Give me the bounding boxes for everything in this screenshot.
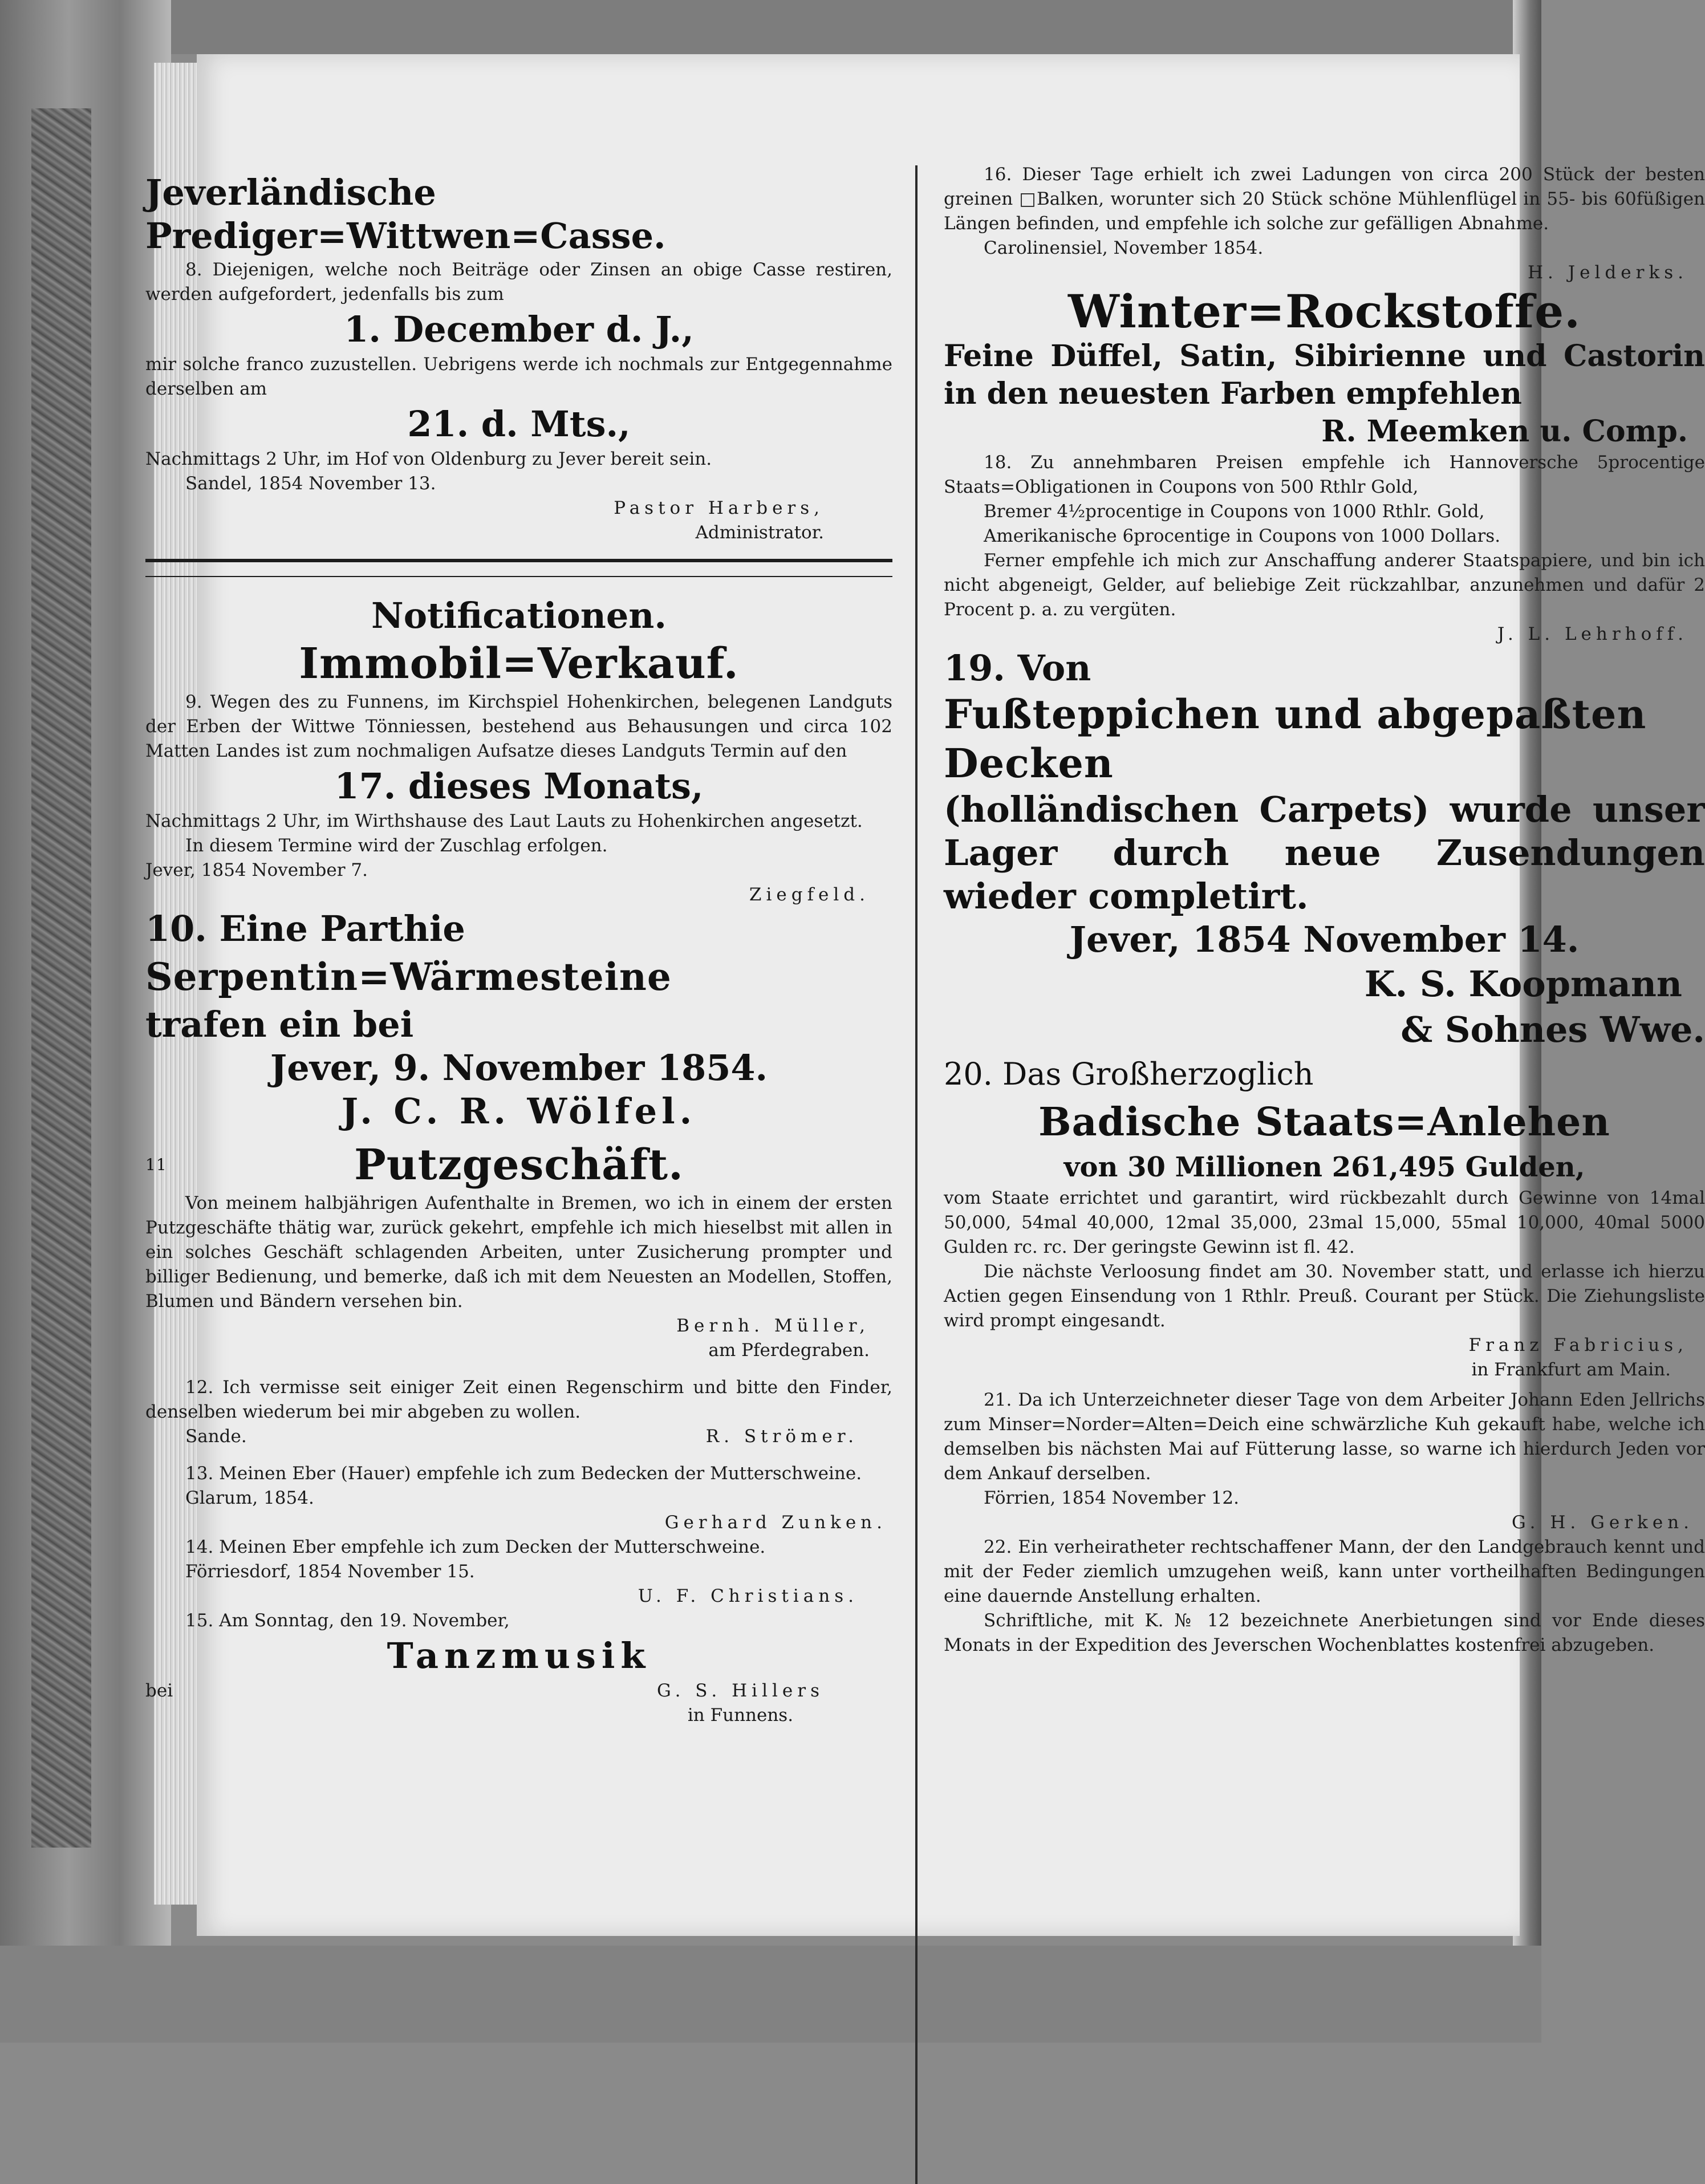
notice-place-date: Sandel, 1854 November 13. — [185, 473, 436, 494]
spacer — [145, 1363, 892, 1375]
notice-signature-row — [145, 1679, 892, 1728]
notice-title: Fußteppichen und abgepaßten Decken — [944, 691, 1647, 787]
right-column — [944, 163, 1705, 1658]
notice-text: 21. Da ich Unterzeichneter dieser Tage von dem Arbeiter Johann Eden Jellrichs zum Minser=Norder=Alten=Deich eine schwärzliche Kuh gekauft habe, welche ich demselben bis nächsten Mai auf Fütterung lasse, so warne ich hierdurch Jeden vor dem Ankauf derselben. — [944, 1390, 1705, 1484]
notice-signature-place: am Pferdegraben. — [708, 1340, 870, 1361]
notice-eber-1 — [145, 1462, 892, 1535]
notice-staatspapiere — [944, 450, 1705, 647]
spacer — [944, 1382, 1705, 1388]
notice-place-date: Jever, 1854 November 14. — [1069, 919, 1580, 960]
notice-signature: G. H. Gerken. — [1512, 1512, 1694, 1533]
notice-winter-rockstoffe — [944, 285, 1705, 450]
notice-title: Jeverländische Prediger=Wittwen=Casse. — [145, 172, 666, 257]
notice-putz — [145, 1139, 892, 1363]
notice-date: 1. December d. J., — [344, 308, 694, 350]
notice-text: Ferner empfehle ich mich zur Anschaffung anderer Staatspapiere, und bin ich nicht abgeneigt, Gelder, auf beliebige Zeit rückzahlbar, anzunehmen und dafür 2 Procent p. a. zu vergüten. — [944, 550, 1705, 620]
notice-text: 15. Am Sonntag, den 19. November, — [185, 1610, 510, 1631]
notice-title: Immobil=Verkauf. — [299, 639, 739, 688]
notice-balken — [944, 163, 1705, 285]
notice-text: Nachmittags 2 Uhr, im Hof von Oldenburg zu Jever bereit sein. — [145, 449, 712, 469]
notice-place: Förriesdorf, 1854 November 15. — [185, 1561, 475, 1582]
notice-title: Badische Staats=Anlehen — [1038, 1099, 1610, 1145]
column-divider — [915, 165, 918, 2184]
notice-signature: Bernh. Müller, — [676, 1316, 870, 1336]
notice-number: 11 — [145, 1155, 167, 1174]
notice-text: In diesem Termine wird der Zuschlag erfolgen. — [185, 835, 608, 856]
notice-signature: Pastor Harbers, — [614, 498, 824, 518]
notice-signature: Ziegfeld. — [749, 884, 870, 905]
notice-signature: K. S. Koopmann — [1364, 963, 1682, 1005]
notice-signature: H. Jelderks. — [1528, 262, 1688, 283]
notice-signature-place: in Frankfurt am Main. — [1471, 1359, 1671, 1380]
notice-line: 20. Das Großherzoglich — [944, 1056, 1314, 1092]
notice-signature: R. Meemken u. Comp. — [1321, 414, 1688, 449]
notice-signature: & Sohnes Wwe. — [1400, 1009, 1705, 1050]
section-rule — [145, 559, 892, 562]
notice-line: 19. Von — [944, 647, 1091, 689]
notice-teppiche — [944, 647, 1705, 1053]
notice-signature: U. F. Christians. — [638, 1586, 858, 1606]
notice-text: 22. Ein verheiratheter rechtschaffener Mann, der den Landgebrauch kennt und mit der Feder ziemlich umzugehen weiß, kann unter vortheilhaften Bedingungen eine dauernde Anstellung erhalten. — [944, 1537, 1705, 1606]
notice-signature: Franz Fabricius, — [1468, 1335, 1688, 1355]
notice-eber-2 — [145, 1535, 892, 1609]
notice-text: 8. Diejenigen, welche noch Beiträge oder Zinsen an obige Casse restiren, werden aufgefordert, jedenfalls bis zum — [145, 259, 892, 305]
notice-text: (holländischen Carpets) wurde unser Lager durch neue Zusendungen wieder completirt. — [944, 789, 1705, 917]
notice-witwen-casse — [145, 171, 892, 545]
notice-text: 9. Wegen des zu Funnens, im Kirchspiel Hohenkirchen, belegenen Landguts der Erben der Wittwe Tönniessen, bestehend aus Behausungen und circa 102 Matten Landes ist zum nochmaligen Aufsatze dieses Landguts Termin auf den — [145, 692, 892, 761]
notice-text: Bremer 4½procentige in Coupons von 1000 Rthlr. Gold, — [984, 501, 1485, 522]
notice-signature: J. C. R. Wölfel. — [341, 1090, 697, 1132]
notice-title: Tanzmusik — [387, 1635, 651, 1676]
spacer — [145, 1449, 892, 1462]
notice-text: Feine Düffel, Satin, Sibirienne und Castorin in den neuesten Farben empfehlen — [944, 339, 1705, 411]
section-rule-thin — [145, 576, 892, 577]
notice-place: Glarum, 1854. — [185, 1488, 314, 1508]
notice-date: 17. dieses Monats, — [334, 765, 704, 807]
notice-bei: bei — [145, 1680, 173, 1701]
left-column — [145, 171, 892, 1728]
notice-title: Serpentin=Wärmesteine — [145, 955, 672, 999]
notice-place-date: Carolinensiel, November 1854. — [984, 238, 1264, 258]
notice-tanzmusik — [145, 1609, 892, 1728]
notice-text: Die nächste Verloosung findet am 30. November statt, und erlasse ich hierzu Actien gegen Einsendung von 1 Rthlr. Preuß. Courant per Stück. Die Ziehungsliste wird prompt eingesandt. — [944, 1261, 1705, 1331]
notice-text: 13. Meinen Eber (Hauer) empfehle ich zum Bedecken der Mutterschweine. — [185, 1463, 862, 1484]
notice-text: Amerikanische 6procentige in Coupons von 1000 Dollars. — [984, 526, 1501, 546]
notice-text: 16. Dieser Tage erhielt ich zwei Ladungen von circa 200 Stück der besten greinen □Balken, worunter sich 20 Stück schöne Mühlenflügel in 55- bis 60füßigen Längen befinden, und empfehle ich solche zur gefälligen Abnahme. — [944, 164, 1705, 234]
notice-signature: G. S. Hillers — [656, 1680, 824, 1701]
notice-line: 10. Eine Parthie — [145, 908, 465, 949]
notice-text: mir solche franco zuzustellen. Uebrigens werde ich nochmals zur Entgegennahme derselben am — [145, 354, 892, 399]
notice-place-date: Förrien, 1854 November 12. — [984, 1488, 1240, 1508]
notice-text: Schriftliche, mit K. № 12 bezeichnete Anerbietungen sind vor Ende dieses Monats in der Expedition des Jeverschen Wochenblattes kostenfrei abzugeben. — [944, 1610, 1705, 1655]
notice-signature-block — [657, 1679, 892, 1728]
notice-place: Sande. — [185, 1426, 247, 1447]
notice-place-date: Jever, 1854 November 7. — [145, 860, 368, 880]
notice-anstellung — [944, 1535, 1705, 1658]
notice-text: 14. Meinen Eber empfehle ich zum Decken der Mutterschweine. — [185, 1537, 766, 1557]
notice-text: Nachmittags 2 Uhr, im Wirthshause des Laut Lauts zu Hohenkirchen angesetzt. — [145, 811, 863, 831]
notice-signature: Gerhard Zunken. — [664, 1512, 887, 1533]
notice-date: 21. d. Mts., — [407, 403, 631, 445]
notice-title-text: Putzgeschäft. — [354, 1140, 684, 1190]
notice-title: Winter=Rockstoffe. — [1068, 285, 1581, 338]
notice-title — [145, 1139, 892, 1191]
notice-subtitle: von 30 Millionen 261,495 Gulden, — [1063, 1151, 1585, 1183]
spacer — [145, 1133, 892, 1139]
notice-signature: J. L. Lehrhoff. — [1497, 624, 1688, 644]
notice-regenschirm — [145, 1375, 892, 1449]
notice-line: trafen ein bei — [145, 1004, 414, 1045]
notice-signature: R. Strömer. — [705, 1426, 858, 1447]
notice-signature-place: in Funnens. — [687, 1705, 794, 1726]
notice-badische-anlehen — [944, 1053, 1705, 1382]
section-title: Notificationen. — [371, 595, 667, 636]
notice-line: Jever, 9. November 1854. — [270, 1047, 768, 1089]
notice-kuh — [944, 1388, 1705, 1535]
notice-partie — [145, 907, 892, 1133]
notice-immobil — [145, 638, 892, 907]
notice-text: Von meinem halbjährigen Aufenthalte in Bremen, wo ich in einem der ersten Putzgeschäfte thätig war, zurück gekehrt, empfehle ich mich hieselbst mit allen in ein solches Geschäft schlagenden Arbeiten, unter Zusicherung prompter und billiger Bedienung, und bemerke, daß ich mit dem Neuesten an Modellen, Stoffen, Blumen und Bändern versehen bin. — [145, 1193, 892, 1312]
notice-text: vom Staate errichtet und garantirt, wird rückbezahlt durch Gewinne von 14mal 50,000, 54mal 40,000, 12mal 35,000, 23mal 15,000, 55mal 10,000, 40mal 5000 Gulden rc. rc. Der geringste Gewinn ist fl. 42. — [944, 1188, 1705, 1257]
notice-signature-role: Administrator. — [695, 522, 824, 543]
notice-text: 12. Ich vermisse seit einiger Zeit einen Regenschirm und bitte den Finder, denselben wiederum bei mir abgeben zu wollen. — [145, 1377, 892, 1422]
notice-text: 18. Zu annehmbaren Preisen empfehle ich Hannoversche 5procentige Staats=Obligationen in Coupons von 500 Rthlr Gold, — [944, 452, 1705, 497]
